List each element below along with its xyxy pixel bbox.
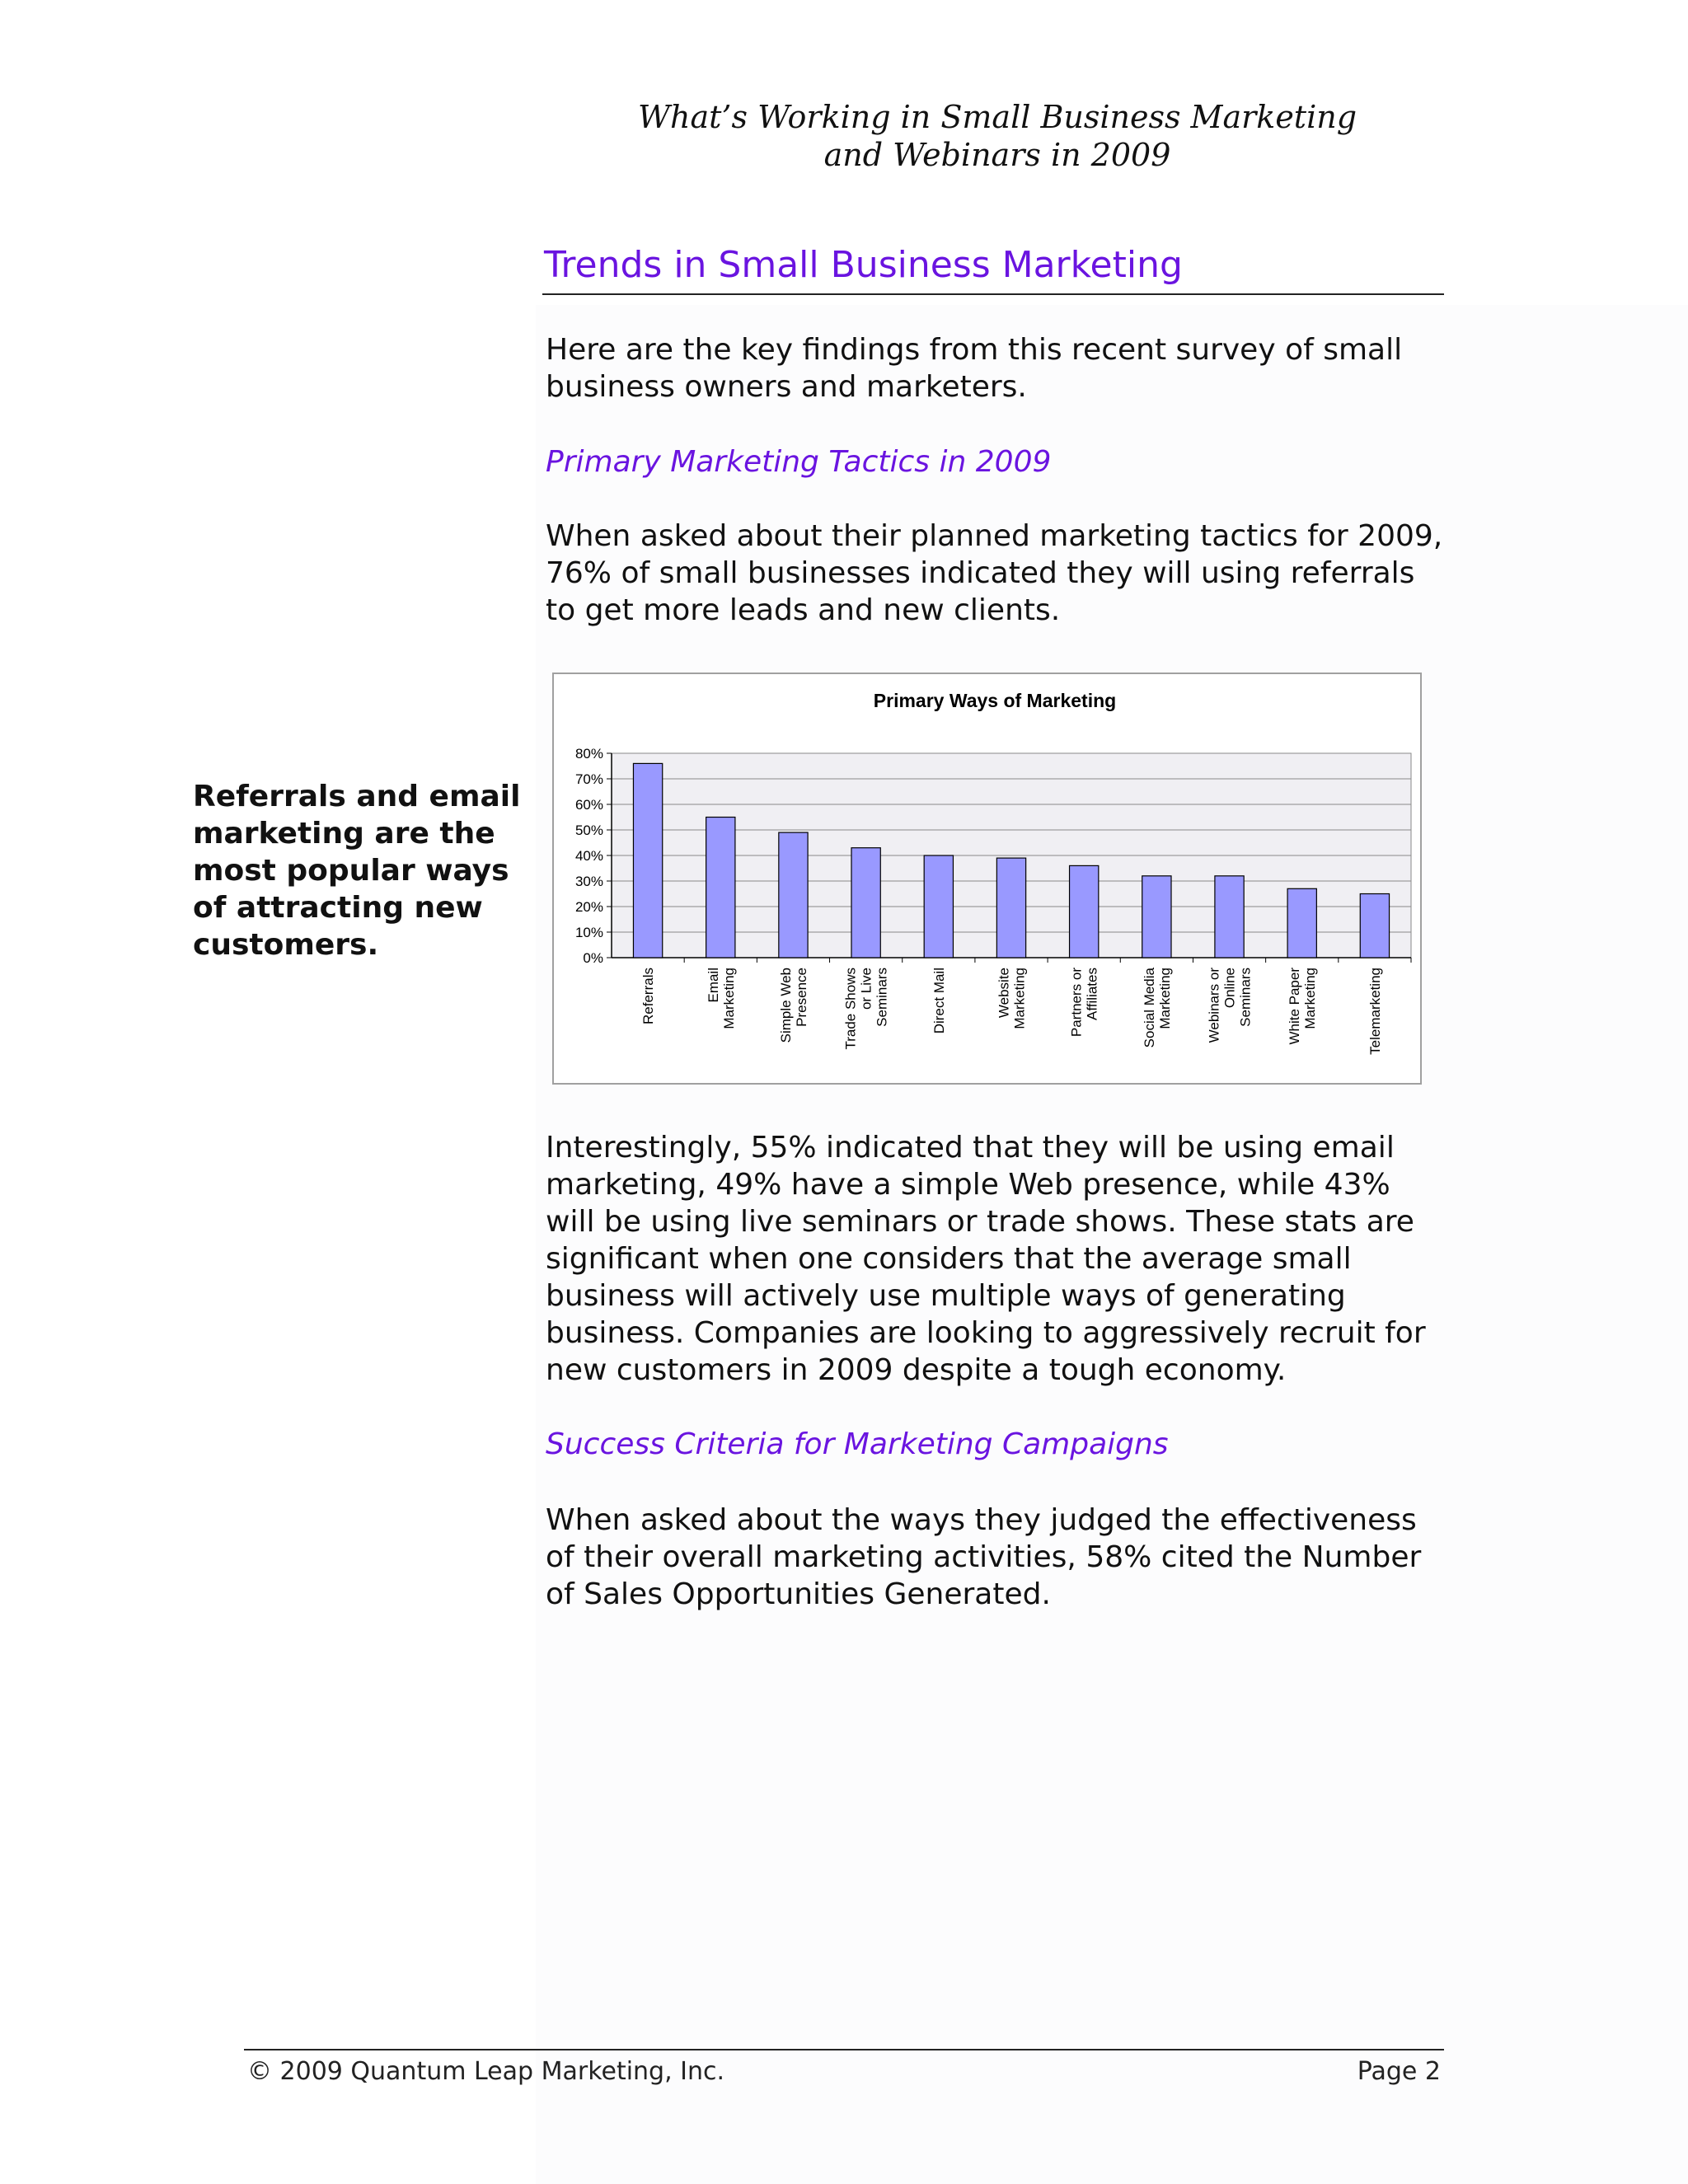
x-tick-label-line: or Live	[858, 968, 874, 1010]
bar	[1360, 894, 1389, 958]
x-tick-label	[996, 968, 1028, 1029]
y-tick-label: 30%	[574, 874, 603, 889]
chart-title: Primary Ways of Marketing	[873, 690, 1117, 711]
y-tick-label: 80%	[574, 746, 603, 762]
bar	[1142, 876, 1171, 958]
bar	[1215, 876, 1244, 958]
x-tick-label	[778, 968, 809, 1043]
y-tick-label: 10%	[574, 925, 603, 940]
x-tick-label-line: Affiliates	[1084, 968, 1100, 1020]
x-tick-label-line: Seminars	[874, 968, 890, 1027]
x-tick-label	[1069, 968, 1100, 1037]
bar	[1287, 888, 1316, 958]
intro-paragraph: Here are the key findings from this recent survey of small business owners and marketers.	[546, 333, 1403, 404]
x-tick-label-line: Partners or	[1068, 968, 1085, 1038]
x-tick-label	[706, 968, 737, 1029]
subheading-success-criteria: Success Criteria for Marketing Campaigns	[546, 1427, 1169, 1461]
x-tick-label-line: Marketing	[1156, 968, 1173, 1029]
bar	[996, 858, 1025, 958]
x-tick-label-line: Referrals	[640, 968, 657, 1024]
bar	[706, 818, 735, 958]
subheading-primary-tactics: Primary Marketing Tactics in 2009	[546, 445, 1052, 479]
y-tick-label: 40%	[574, 848, 603, 864]
tactics-paragraph: When asked about their planned marketing tactics for 2009, 76% of small businesses indicated they will using referrals to get more leads and new clients.	[546, 519, 1443, 627]
x-tick-label	[1287, 968, 1318, 1045]
header-line-2: and Webinars in 2009	[823, 137, 1171, 173]
footer-page-number: Page 2	[1357, 2057, 1441, 2086]
bar	[779, 832, 808, 958]
x-tick-label-line: Online	[1221, 968, 1238, 1009]
footer-rule	[244, 2049, 1444, 2050]
header-line-1: What’s Working in Small Business Marketing	[637, 99, 1357, 135]
x-tick-label	[640, 968, 656, 1024]
x-tick-label-line: Marketing	[720, 968, 737, 1029]
x-tick-label-line: Direct Mail	[931, 968, 947, 1034]
bar	[633, 763, 662, 958]
bar	[924, 855, 953, 958]
marketing-chart	[554, 674, 1420, 1083]
x-tick-label-line: White Paper	[1287, 968, 1303, 1045]
x-tick-label-line: Social Media	[1141, 968, 1157, 1048]
x-tick-label	[1207, 968, 1254, 1043]
y-tick-label: 70%	[574, 771, 603, 787]
chart-frame	[552, 673, 1422, 1085]
y-tick-label: 0%	[583, 950, 603, 966]
x-tick-label-line: Telemarketing	[1367, 968, 1383, 1055]
title-underline	[542, 293, 1444, 295]
x-tick-label-line: Simple Web	[777, 968, 794, 1043]
x-tick-label-line: Seminars	[1237, 968, 1254, 1027]
x-tick-label-line: Marketing	[1011, 968, 1028, 1029]
x-tick-label-line: Presence	[793, 968, 809, 1027]
x-tick-label	[931, 968, 947, 1033]
x-tick-label	[843, 968, 890, 1050]
y-tick-label: 60%	[574, 797, 603, 813]
x-tick-label	[1367, 968, 1383, 1055]
success-paragraph: When asked about the ways they judged the effectiveness of their overall marketing activities, 58% cited the Number of Sales Opportunities Generated.	[546, 1503, 1422, 1611]
x-tick-label-line: Trade Shows	[842, 968, 859, 1050]
section-title: Trends in Small Business Marketing	[544, 244, 1183, 286]
footer-copyright: © 2009 Quantum Leap Marketing, Inc.	[247, 2057, 725, 2086]
x-tick-label	[1142, 967, 1173, 1047]
sidebar-callout: Referrals and email marketing are the most popular ways of attracting new customers.	[193, 780, 521, 962]
email-stats-paragraph: Interestingly, 55% indicated that they will be using email marketing, 49% have a simple Web presence, while 43% will be using live seminars or trade shows. These stats are significant when one considers that the average small business will actively use multiple ways of generating business. Companies are looking to aggressively recruit for new customers in 2009 despite a tough economy.	[546, 1131, 1426, 1387]
x-tick-label-line: Website	[996, 968, 1012, 1019]
bar	[1070, 865, 1099, 958]
bar	[851, 848, 880, 958]
y-tick-label: 50%	[574, 823, 603, 838]
y-tick-label: 20%	[574, 899, 603, 915]
x-tick-label-line: Email	[705, 968, 721, 1003]
x-tick-label-line: Marketing	[1302, 968, 1319, 1029]
x-tick-label-line: Webinars or	[1206, 968, 1222, 1043]
